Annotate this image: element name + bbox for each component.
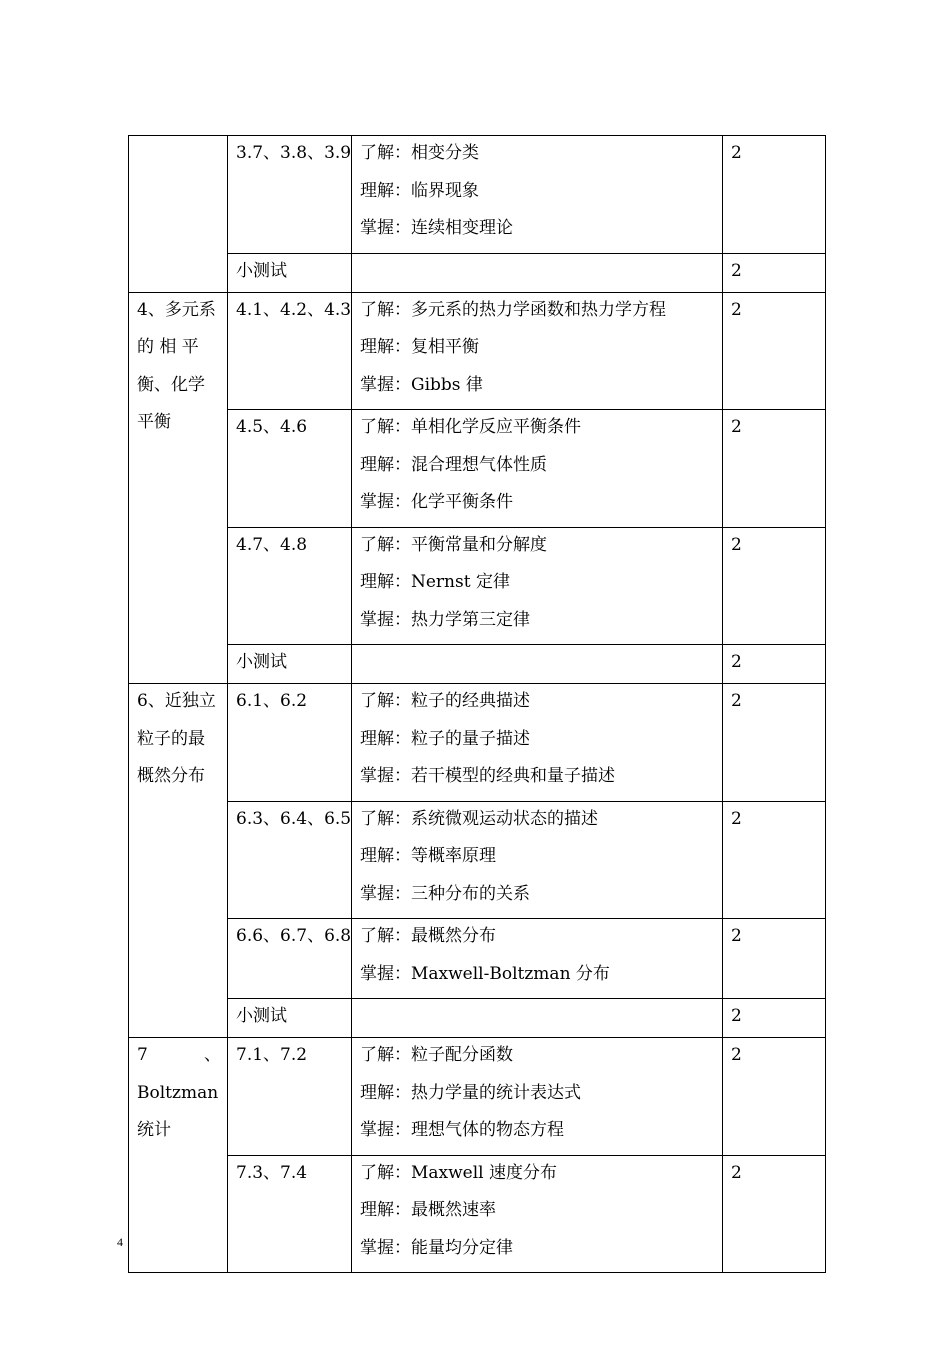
table-row (129, 1155, 826, 1273)
content-line: 了解：多元系的热力学函数和热力学方程 (360, 299, 666, 320)
content-line: 掌握：能量均分定律 (360, 1237, 513, 1258)
content-line: 了解：平衡常量和分解度 (360, 534, 547, 555)
hours-cell: 2 (723, 919, 826, 999)
content-line: 了解：最概然分布 (360, 926, 496, 946)
table-row (129, 645, 826, 684)
topic-line: 粒子的最 (137, 728, 205, 749)
section-cell: 7.3、7.4 (228, 1155, 352, 1273)
topic-line: Boltzman (137, 1082, 219, 1103)
content-cell (352, 645, 723, 684)
content-line: 掌握：热力学第三定律 (360, 609, 530, 630)
topic-cell (129, 292, 228, 684)
hours-cell: 2 (723, 645, 826, 684)
topic-line: 的 相 平 (137, 337, 199, 357)
table-row (129, 136, 826, 254)
topic-line: 统计 (137, 1120, 171, 1140)
content-line: 掌握：理想气体的物态方程 (360, 1120, 564, 1140)
hours-cell: 2 (723, 1155, 826, 1273)
table-row (129, 919, 826, 999)
topic-line: 衡、化学 (137, 374, 205, 395)
hours-cell: 2 (723, 1038, 826, 1156)
content-line: 理解：Nernst 定律 (360, 572, 510, 592)
content-line: 了解：单相化学反应平衡条件 (360, 417, 581, 437)
content-cell (352, 410, 723, 528)
hours-cell: 2 (723, 136, 826, 254)
content-cell (352, 136, 723, 254)
content-line: 掌握：Maxwell-Boltzman 分布 (360, 963, 610, 984)
content-line: 掌握：三种分布的关系 (360, 883, 530, 904)
topic-cell-continued (129, 136, 228, 293)
table-row (129, 527, 826, 645)
content-cell (352, 801, 723, 919)
content-line: 了解：相变分类 (360, 143, 479, 163)
content-line: 了解：粒子的经典描述 (360, 691, 530, 711)
section-cell: 4.1、4.2、4.3 (228, 292, 352, 410)
table-row (129, 684, 826, 802)
table-row (129, 292, 826, 410)
syllabus-table (128, 135, 826, 1273)
content-line: 理解：等概率原理 (360, 846, 496, 866)
content-cell (352, 999, 723, 1038)
section-cell: 6.6、6.7、6.8 (228, 919, 352, 999)
section-cell: 4.7、4.8 (228, 527, 352, 645)
content-line: 理解：临界现象 (360, 180, 479, 201)
content-line: 理解：最概然速率 (360, 1200, 496, 1220)
content-line: 理解：混合理想气体性质 (360, 454, 547, 475)
content-line: 掌握：化学平衡条件 (360, 492, 513, 512)
content-line: 了解：粒子配分函数 (360, 1045, 513, 1065)
hours-cell: 2 (723, 253, 826, 292)
hours-cell: 2 (723, 292, 826, 410)
hours-cell: 2 (723, 999, 826, 1038)
topic-cell (129, 684, 228, 1038)
topic-number: 7 (137, 1045, 148, 1065)
section-cell: 小测试 (228, 253, 352, 292)
table-row (129, 253, 826, 292)
topic-line: 4、多元系 (137, 299, 216, 320)
topic-line: 平衡 (137, 412, 171, 432)
section-cell: 7.1、7.2 (228, 1038, 352, 1156)
content-cell (352, 292, 723, 410)
content-cell (352, 684, 723, 802)
section-cell: 6.3、6.4、6.5 (228, 801, 352, 919)
topic-line: 概然分布 (137, 766, 205, 786)
section-cell: 3.7、3.8、3.9 (228, 136, 352, 254)
hours-cell: 2 (723, 527, 826, 645)
content-cell (352, 1155, 723, 1273)
section-cell: 6.1、6.2 (228, 684, 352, 802)
content-line: 理解：复相平衡 (360, 337, 479, 357)
content-cell (352, 1038, 723, 1156)
hours-cell: 2 (723, 410, 826, 528)
content-line: 掌握：若干模型的经典和量子描述 (360, 766, 615, 786)
table-row (129, 801, 826, 919)
section-cell: 小测试 (228, 645, 352, 684)
topic-line: 6、近独立 (137, 691, 216, 711)
content-cell (352, 527, 723, 645)
content-line: 了解：系统微观运动状态的描述 (360, 808, 598, 829)
topic-line (137, 1042, 221, 1080)
content-line: 掌握：Gibbs 律 (360, 374, 483, 395)
content-line: 了解：Maxwell 速度分布 (360, 1162, 558, 1183)
page-number: 4 (117, 1235, 123, 1249)
content-line: 掌握：连续相变理论 (360, 218, 513, 238)
hours-cell: 2 (723, 801, 826, 919)
section-cell: 4.5、4.6 (228, 410, 352, 528)
topic-separator: 、 (204, 1045, 221, 1065)
content-line: 理解：热力学量的统计表达式 (360, 1082, 581, 1103)
content-cell (352, 919, 723, 999)
table-row (129, 999, 826, 1038)
section-cell: 小测试 (228, 999, 352, 1038)
content-cell (352, 253, 723, 292)
topic-cell (129, 1038, 228, 1273)
hours-cell: 2 (723, 684, 826, 802)
table-row (129, 410, 826, 528)
table-row (129, 1038, 826, 1156)
content-line: 理解：粒子的量子描述 (360, 728, 530, 749)
